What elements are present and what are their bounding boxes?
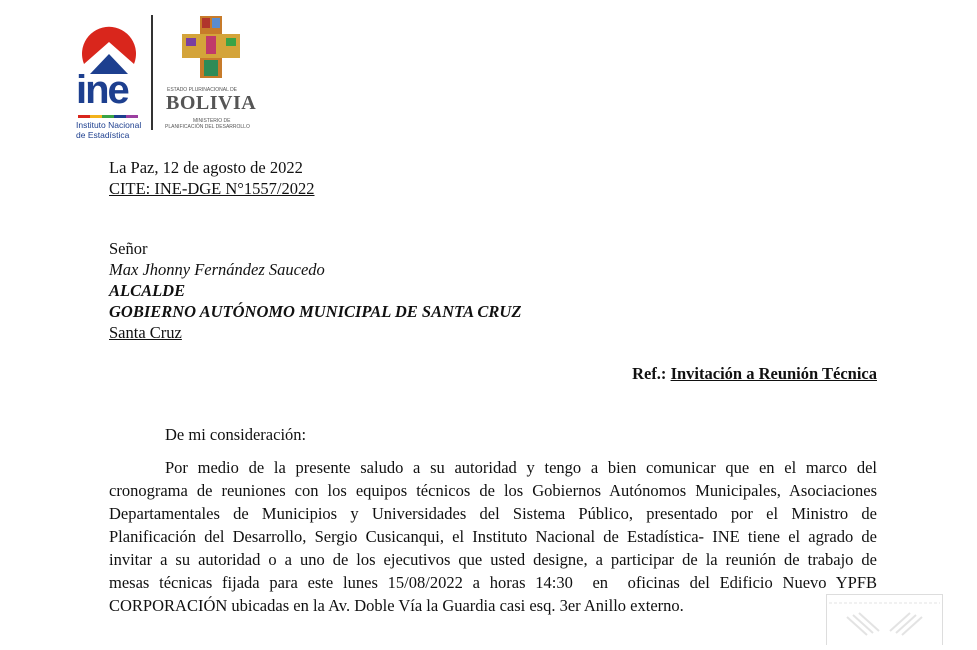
recipient-org: GOBIERNO AUTÓNOMO MUNICIPAL DE SANTA CRUZ (109, 302, 522, 321)
body-line: mesas técnicas fijada para este lunes 15/08/2022 a horas 14:30 en oficinas del Edificio Nuevo YPFB (109, 573, 877, 592)
ref-text: Invitación a Reunión Técnica (670, 364, 877, 383)
recipient-city: Santa Cruz (109, 323, 182, 342)
bolivia-name: BOLIVIA (166, 92, 257, 114)
ine-wordmark: ine (76, 68, 128, 112)
body-line: Planificación del Desarrollo, Sergio Cusicanqui, el Instituto Nacional de Estadística- INE tiene el agrado de (109, 527, 877, 546)
ministry-line2: PLANIFICACIÓN DEL DESARROLLO (165, 124, 250, 130)
reference (632, 363, 877, 384)
ine-mountain-icon (76, 14, 142, 76)
body-line: cronograma de reuniones con los equipos técnicos de los Gobiernos Autónomos Municipales, Asociaciones (109, 481, 877, 500)
greeting: De mi consideración: (165, 425, 307, 444)
body-line: CORPORACIÓN ubicadas en la Av. Doble Vía la Guardia casi esq. 3er Anillo externo. (109, 596, 684, 615)
recipient-title: ALCALDE (109, 281, 186, 300)
ine-name-line2: de Estadística (76, 130, 130, 140)
ministry-line1: MINISTERIO DE (193, 118, 231, 124)
ine-logo (76, 14, 142, 140)
color-stripe (78, 115, 138, 118)
condor-watermark-icon (827, 595, 942, 645)
recipient-name: Max Jhonny Fernández Saucedo (109, 260, 325, 279)
ref-label: Ref.: (632, 364, 667, 383)
chakana-emblem-icon (176, 12, 246, 82)
body-line: Por medio de la presente saludo a su autoridad y tengo a bien comunicar que en el marco del (165, 458, 877, 477)
bolivia-logo (163, 12, 258, 134)
salutation: Señor (109, 239, 148, 258)
bolivia-top-text: ESTADO PLURINACIONAL DE (167, 87, 238, 93)
cite-number: CITE: INE-DGE N°1557/2022 (109, 179, 315, 198)
place-date: La Paz, 12 de agosto de 2022 (109, 158, 303, 177)
logo-divider (151, 15, 153, 130)
watermark-seal (826, 594, 943, 645)
body-line: Departamentales de Municipios y Universidades del Sistema Público, presentado por el Ministro de (109, 504, 877, 523)
ine-name-line1: Instituto Nacional (76, 120, 142, 130)
body-line: invitar a su autoridad o a uno de los ejecutivos que usted designe, a participar de la reunión de trabajo de (109, 550, 877, 569)
